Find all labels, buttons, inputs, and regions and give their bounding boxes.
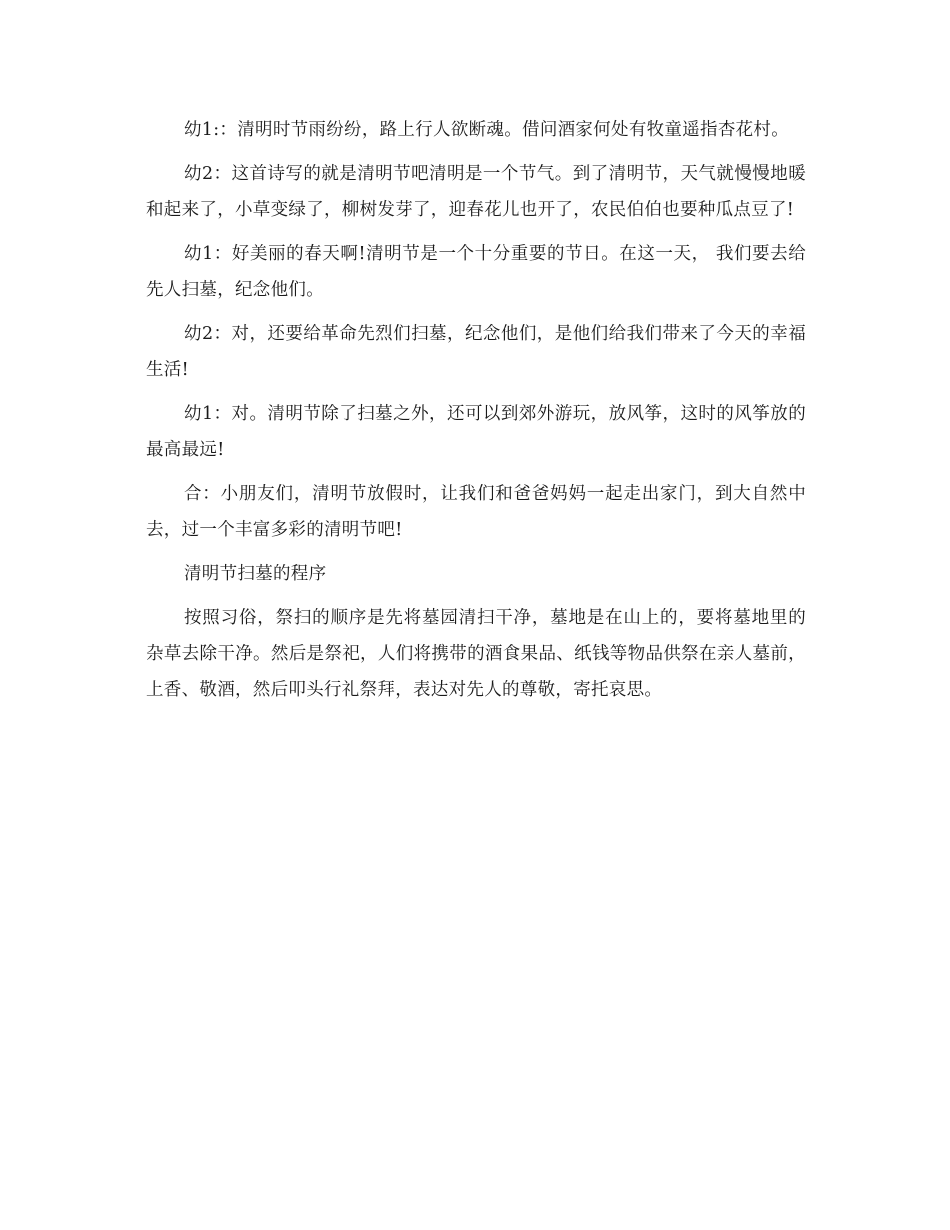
section-heading: 清明节扫墓的程序 [184,564,327,584]
dialogue-paragraph-2: 幼2：这首诗写的就是清明节吧清明是一个节气。到了清明节，天气就慢慢地暖和起来了，小草变绿了，柳树发芽了，迎春花儿也开了，农民伯伯也要种瓜点豆了! [146,164,806,220]
dialogue-paragraph-1: 幼1:：清明时节雨纷纷，路上行人欲断魂。借问酒家何处有牧童遥指杏花村。 [184,120,790,140]
dialogue-paragraph-4: 幼2：对，还要给革命先烈们扫墓，纪念他们，是他们给我们带来了今天的幸福生活! [146,324,806,380]
document-page [146,112,806,716]
dialogue-paragraph-3: 幼1：好美丽的春天啊!清明节是一个十分重要的节日。在这一天， 我们要去给先人扫墓，纪念他们。 [146,244,806,300]
dialogue-paragraph-5: 幼1：对。清明节除了扫墓之外，还可以到郊外游玩，放风筝，这时的风筝放的最高最远! [146,404,806,460]
body-paragraph: 按照习俗，祭扫的顺序是先将墓园清扫干净，墓地是在山上的，要将墓地里的杂草去除干净。然后是祭祀，人们将携带的酒食果品、纸钱等物品供祭在亲人墓前，上香、敬酒，然后叩头行礼祭拜，表达对先人的尊敬，寄托哀思。 [146,608,806,700]
dialogue-paragraph-6: 合：小朋友们，清明节放假时，让我们和爸爸妈妈一起走出家门，到大自然中去，过一个丰富多彩的清明节吧! [146,484,806,540]
